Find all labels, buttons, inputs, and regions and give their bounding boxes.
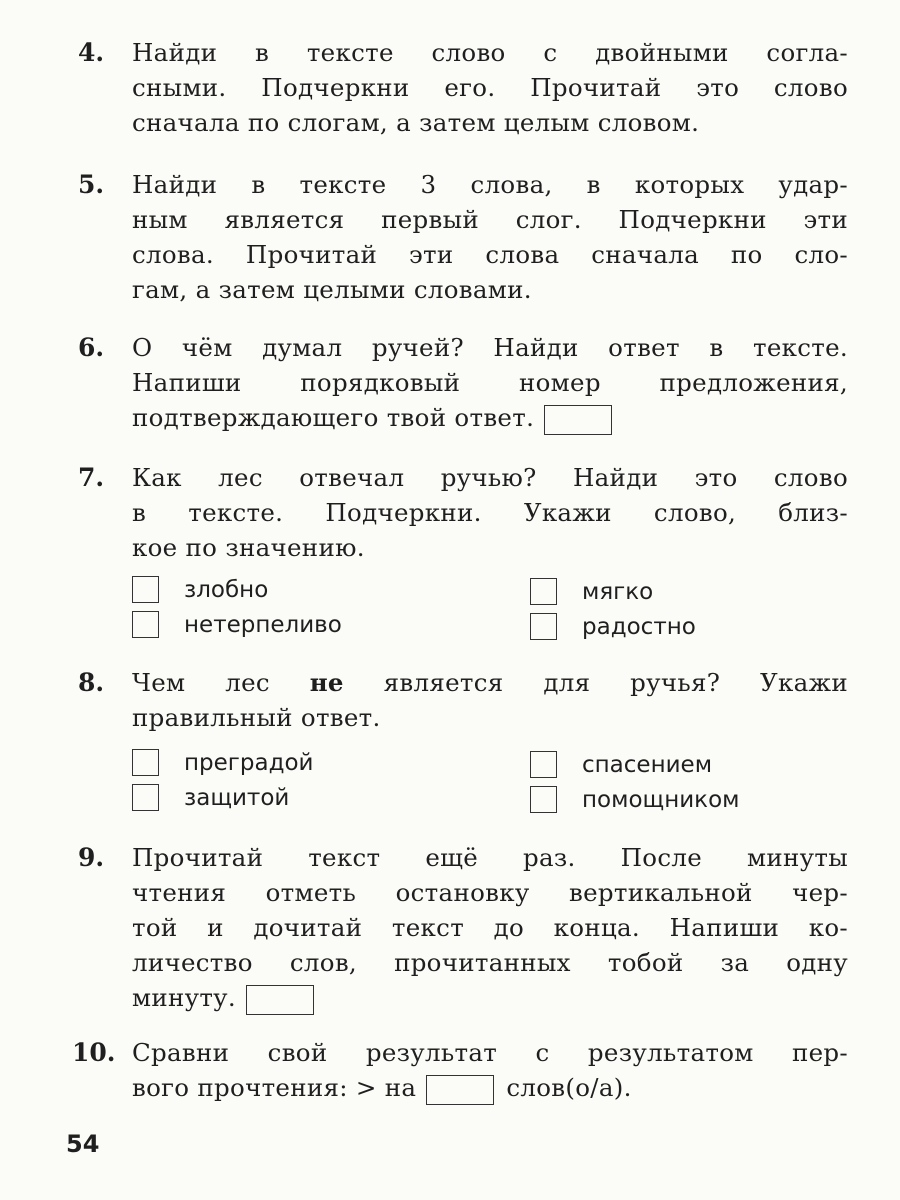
checkbox-icon[interactable]: [132, 749, 159, 776]
checkbox-icon[interactable]: [132, 784, 159, 811]
task-7-text: Как лес отвечал ручью? Найди это слово: [132, 463, 848, 492]
task-5-text: Найди в тексте 3 слова, в которых удар-: [132, 170, 848, 199]
option-checkbox[interactable]: злобно: [132, 576, 268, 603]
task-9-number: 9.: [78, 843, 105, 872]
task-7-text: кое по значению.: [132, 533, 365, 562]
task-9-text: минуту.: [132, 983, 236, 1012]
option-checkbox[interactable]: преградой: [132, 749, 314, 776]
option-checkbox[interactable]: защитой: [132, 784, 289, 811]
checkbox-icon[interactable]: [530, 613, 557, 640]
checkbox-icon[interactable]: [530, 578, 557, 605]
task-10-text: вого прочтения: > на: [132, 1073, 417, 1102]
checkbox-icon[interactable]: [132, 611, 159, 638]
option-checkbox[interactable]: помощником: [530, 786, 740, 813]
task-6-text: подтверждающего твой ответ.: [132, 403, 535, 432]
task-10-text: Сравни свой результат с результатом пер-: [132, 1038, 848, 1067]
task-4-number: 4.: [78, 38, 105, 67]
emphasis-not: не: [309, 668, 344, 697]
answer-box[interactable]: [544, 405, 612, 435]
task-10-text-end: слов(о/а).: [506, 1073, 632, 1102]
checkbox-icon[interactable]: [530, 751, 557, 778]
task-5-text: ным является первый слог. Подчеркни эти: [132, 205, 848, 234]
answer-box[interactable]: [246, 985, 314, 1015]
task-9-text: Прочитай текст ещё раз. После минуты: [132, 843, 848, 872]
task-4-text: Найди в тексте слово с двойными согла-: [132, 38, 848, 67]
task-9-text: личество слов, прочитанных тобой за одну: [132, 948, 848, 977]
option-checkbox[interactable]: спасением: [530, 751, 712, 778]
option-checkbox[interactable]: радостно: [530, 613, 696, 640]
page-number: 54: [66, 1130, 100, 1158]
task-6-text: О чём думал ручей? Найди ответ в тексте.: [132, 333, 848, 362]
task-7-text: в тексте. Подчеркни. Укажи слово, близ-: [132, 498, 848, 527]
option-checkbox[interactable]: нетерпеливо: [132, 611, 342, 638]
task-5-text: гам, а затем целыми словами.: [132, 275, 532, 304]
task-8-number: 8.: [78, 668, 105, 697]
task-6-text: Напиши порядковый номер предложения,: [132, 368, 848, 397]
task-5-number: 5.: [78, 170, 105, 199]
task-9-text: той и дочитай текст до конца. Напиши ко-: [132, 913, 848, 942]
task-4-text: сными. Подчеркни его. Прочитай это слово: [132, 73, 848, 102]
task-5-text: слова. Прочитай эти слова сначала по сло-: [132, 240, 848, 269]
task-8-text: правильный ответ.: [132, 703, 381, 732]
option-checkbox[interactable]: мягко: [530, 578, 653, 605]
task-7-number: 7.: [78, 463, 105, 492]
task-4-text: сначала по слогам, а затем целым словом.: [132, 108, 700, 137]
task-9-text: чтения отметь остановку вертикальной чер-: [132, 878, 848, 907]
checkbox-icon[interactable]: [530, 786, 557, 813]
task-10-number: 10.: [72, 1038, 116, 1067]
task-8-text: Чем лес не является для ручья? Укажи: [132, 668, 848, 697]
task-6-number: 6.: [78, 333, 105, 362]
answer-box[interactable]: [426, 1075, 494, 1105]
checkbox-icon[interactable]: [132, 576, 159, 603]
